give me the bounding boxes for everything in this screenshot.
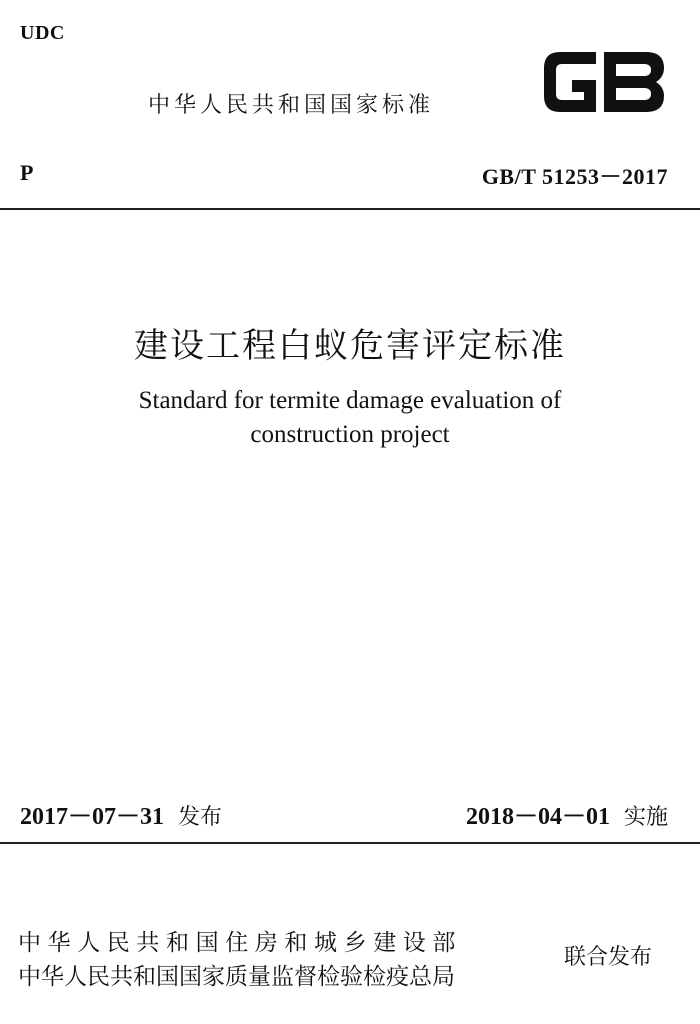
top-divider [0, 208, 700, 210]
title-english [0, 384, 700, 452]
issue-date: 2017－07－31 [20, 804, 164, 830]
gb-logo [538, 44, 670, 120]
issue-date-block [20, 796, 222, 831]
category-code: P [20, 160, 34, 185]
national-standard-heading: 中华人民共和国国家标准 [148, 93, 435, 118]
issuer-quality-inspection: 中华人民共和国国家质量监督检验检疫总局 [18, 964, 455, 990]
standard-number: GB/T 51253－2017 [481, 164, 668, 189]
implementation-label: 实施 [623, 805, 668, 830]
title-english-line2: construction project [250, 421, 450, 448]
implementation-date-block [466, 796, 668, 831]
title-english-line1: Standard for termite damage evaluation of [138, 387, 562, 414]
issue-label: 发布 [178, 805, 223, 830]
joint-issue-label: 联合发布 [564, 945, 653, 970]
issuer-ministry-housing: 中华人民共和国住房和城乡建设部 [18, 930, 462, 956]
title-chinese: 建设工程白蚁危害评定标准 [134, 326, 566, 366]
implementation-date: 2018－04－01 [465, 804, 610, 830]
udc-label: UDC [20, 22, 65, 44]
bottom-divider [0, 842, 700, 844]
